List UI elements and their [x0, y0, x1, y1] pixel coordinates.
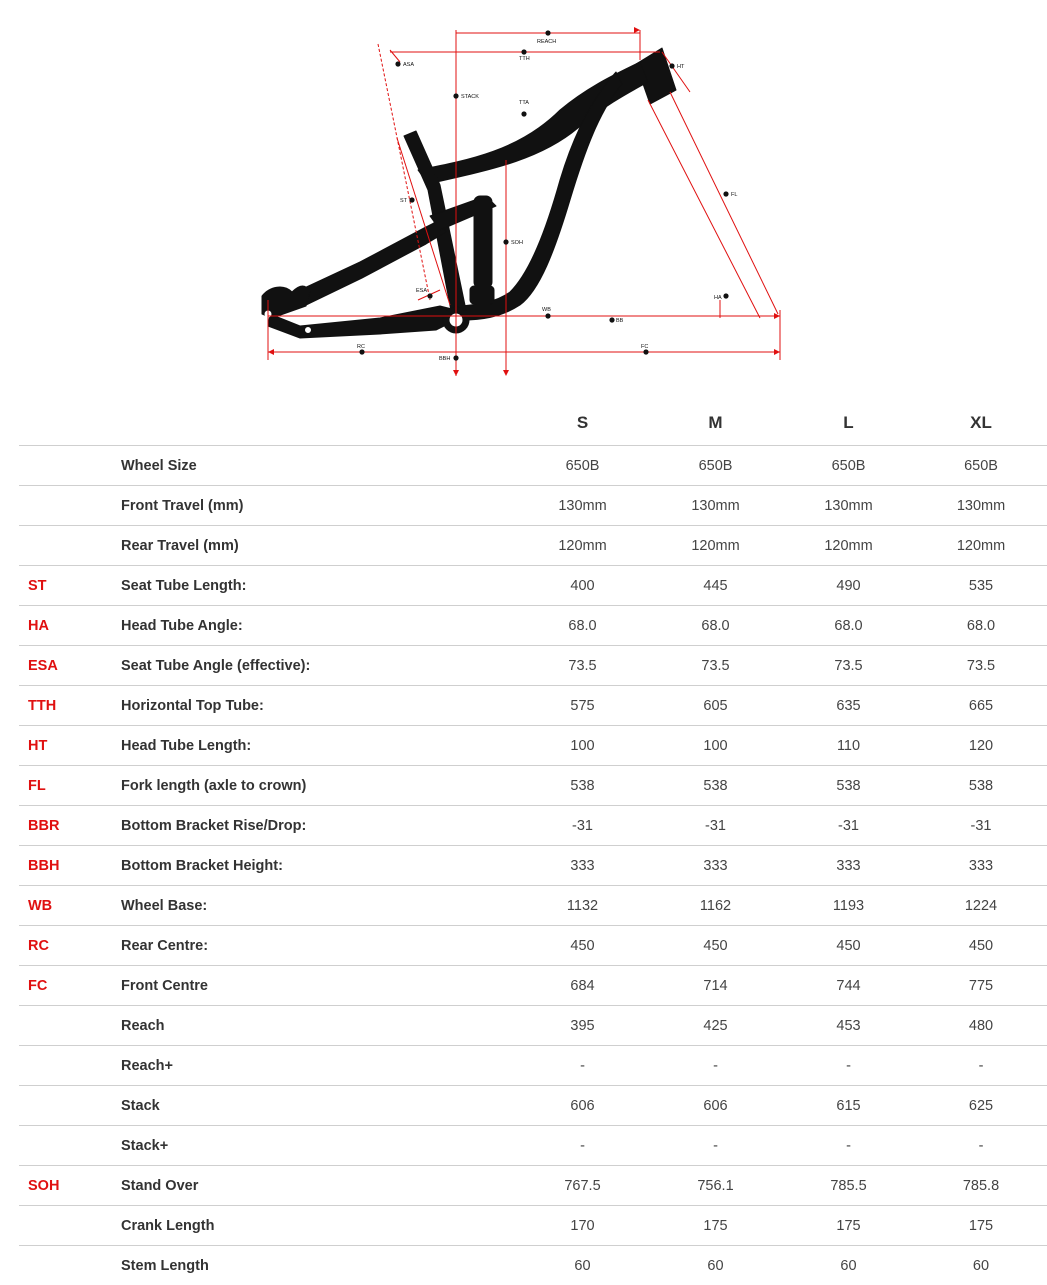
value-size-l: 68.0: [782, 606, 915, 646]
value-size-s: 1132: [516, 886, 649, 926]
value-size-s: 120mm: [516, 526, 649, 566]
label-ha: HA: [714, 295, 722, 301]
value-size-l: 650B: [782, 446, 915, 486]
table-row: [19, 486, 1047, 526]
value-size-s: 100: [516, 726, 649, 766]
value-size-l: 110: [782, 726, 915, 766]
label-asa: ASA: [403, 62, 414, 68]
value-size-s: -: [516, 1046, 649, 1086]
value-size-m: 1162: [649, 886, 782, 926]
row-label: Stand Over: [118, 1166, 516, 1206]
value-size-m: 333: [649, 846, 782, 886]
table-row: [19, 566, 1047, 606]
value-size-l: -: [782, 1046, 915, 1086]
value-size-l: 120mm: [782, 526, 915, 566]
label-fc: FC: [641, 344, 648, 350]
value-size-xl: 1224: [915, 886, 1047, 926]
header-size-xl: XL: [915, 400, 1047, 446]
value-size-l: -31: [782, 806, 915, 846]
value-size-xl: 480: [915, 1006, 1047, 1046]
row-label: Rear Centre:: [118, 926, 516, 966]
value-size-s: 60: [516, 1246, 649, 1285]
value-size-s: 170: [516, 1206, 649, 1246]
row-code: [19, 526, 118, 566]
value-size-l: 615: [782, 1086, 915, 1126]
header-size-l: L: [782, 400, 915, 446]
table-row: [19, 1086, 1047, 1126]
value-size-l: 744: [782, 966, 915, 1006]
value-size-s: -: [516, 1126, 649, 1166]
value-size-s: 606: [516, 1086, 649, 1126]
table-row: [19, 846, 1047, 886]
value-size-m: 538: [649, 766, 782, 806]
value-size-m: 73.5: [649, 646, 782, 686]
value-size-l: 453: [782, 1006, 915, 1046]
value-size-xl: 775: [915, 966, 1047, 1006]
row-code: BBR: [19, 806, 118, 846]
value-size-l: 73.5: [782, 646, 915, 686]
value-size-s: 767.5: [516, 1166, 649, 1206]
value-size-xl: 535: [915, 566, 1047, 606]
row-code: [19, 1206, 118, 1246]
value-size-l: 130mm: [782, 486, 915, 526]
row-code: FC: [19, 966, 118, 1006]
value-size-xl: 625: [915, 1086, 1047, 1126]
header-size-s: S: [516, 400, 649, 446]
value-size-m: 605: [649, 686, 782, 726]
table-row: [19, 1206, 1047, 1246]
value-size-s: 130mm: [516, 486, 649, 526]
row-code: ST: [19, 566, 118, 606]
row-label: Stem Length: [118, 1246, 516, 1285]
row-code: HA: [19, 606, 118, 646]
value-size-xl: 68.0: [915, 606, 1047, 646]
row-label: Reach+: [118, 1046, 516, 1086]
value-size-s: 650B: [516, 446, 649, 486]
table-row: [19, 1046, 1047, 1086]
row-label: Stack+: [118, 1126, 516, 1166]
label-tth: TTH: [519, 56, 530, 62]
table-row: [19, 1126, 1047, 1166]
row-label: Stack: [118, 1086, 516, 1126]
row-label: Crank Length: [118, 1206, 516, 1246]
table-row: [19, 646, 1047, 686]
value-size-s: 538: [516, 766, 649, 806]
row-label: Seat Tube Length:: [118, 566, 516, 606]
header-label: [118, 400, 516, 446]
value-size-l: 60: [782, 1246, 915, 1285]
value-size-m: 68.0: [649, 606, 782, 646]
label-bbh: BBH: [439, 356, 450, 362]
label-rc: RC: [357, 344, 365, 350]
table-row: [19, 766, 1047, 806]
row-label: Seat Tube Angle (effective):: [118, 646, 516, 686]
value-size-xl: 785.8: [915, 1166, 1047, 1206]
table-row: [19, 1006, 1047, 1046]
row-code: TTH: [19, 686, 118, 726]
table-row: [19, 966, 1047, 1006]
value-size-xl: 450: [915, 926, 1047, 966]
header-code: [19, 400, 118, 446]
value-size-xl: 60: [915, 1246, 1047, 1285]
row-code: [19, 1126, 118, 1166]
value-size-m: 714: [649, 966, 782, 1006]
value-size-m: 756.1: [649, 1166, 782, 1206]
row-label: Rear Travel (mm): [118, 526, 516, 566]
value-size-m: 60: [649, 1246, 782, 1285]
value-size-l: 450: [782, 926, 915, 966]
value-size-m: 425: [649, 1006, 782, 1046]
row-code: ESA: [19, 646, 118, 686]
value-size-s: 450: [516, 926, 649, 966]
label-st: ST: [400, 198, 408, 204]
value-size-xl: 120: [915, 726, 1047, 766]
label-wb: WB: [542, 307, 551, 313]
row-code: HT: [19, 726, 118, 766]
row-code: [19, 1046, 118, 1086]
value-size-s: 68.0: [516, 606, 649, 646]
value-size-xl: 175: [915, 1206, 1047, 1246]
value-size-m: 120mm: [649, 526, 782, 566]
value-size-xl: 665: [915, 686, 1047, 726]
table-header-row: [19, 400, 1047, 446]
value-size-xl: 650B: [915, 446, 1047, 486]
label-esa: ESA: [416, 288, 427, 294]
label-fl: FL: [731, 192, 737, 198]
label-ht: HT: [677, 64, 685, 70]
value-size-m: -: [649, 1046, 782, 1086]
row-code: FL: [19, 766, 118, 806]
value-size-l: -: [782, 1126, 915, 1166]
row-label: Head Tube Angle:: [118, 606, 516, 646]
value-size-m: 445: [649, 566, 782, 606]
row-label: Reach: [118, 1006, 516, 1046]
table-row: [19, 886, 1047, 926]
value-size-l: 635: [782, 686, 915, 726]
value-size-m: 650B: [649, 446, 782, 486]
row-code: BBH: [19, 846, 118, 886]
label-bb: BB: [616, 318, 624, 324]
row-code: RC: [19, 926, 118, 966]
value-size-m: 175: [649, 1206, 782, 1246]
label-tta: TTA: [519, 100, 529, 106]
geometry-table-body: [19, 446, 1047, 1285]
value-size-m: 130mm: [649, 486, 782, 526]
value-size-s: 575: [516, 686, 649, 726]
row-code: [19, 446, 118, 486]
value-size-s: -31: [516, 806, 649, 846]
frame-geometry-diagram: [0, 0, 995, 390]
row-label: Head Tube Length:: [118, 726, 516, 766]
value-size-l: 538: [782, 766, 915, 806]
value-size-l: 175: [782, 1206, 915, 1246]
row-code: SOH: [19, 1166, 118, 1206]
row-label: Wheel Size: [118, 446, 516, 486]
label-reach: REACH: [537, 39, 556, 45]
value-size-xl: 130mm: [915, 486, 1047, 526]
value-size-l: 333: [782, 846, 915, 886]
value-size-s: 400: [516, 566, 649, 606]
bike-frame: [262, 48, 676, 338]
value-size-xl: 73.5: [915, 646, 1047, 686]
header-size-m: M: [649, 400, 782, 446]
value-size-xl: 120mm: [915, 526, 1047, 566]
value-size-m: -: [649, 1126, 782, 1166]
row-code: [19, 1246, 118, 1285]
table-row: [19, 606, 1047, 646]
value-size-l: 490: [782, 566, 915, 606]
value-size-m: 450: [649, 926, 782, 966]
table-row: [19, 1166, 1047, 1206]
label-soh: SOH: [511, 240, 523, 246]
row-label: Horizontal Top Tube:: [118, 686, 516, 726]
row-label: Front Centre: [118, 966, 516, 1006]
table-row: [19, 686, 1047, 726]
value-size-xl: -: [915, 1126, 1047, 1166]
row-code: [19, 1006, 118, 1046]
value-size-s: 684: [516, 966, 649, 1006]
value-size-xl: 333: [915, 846, 1047, 886]
label-stack: STACK: [461, 94, 479, 100]
row-code: WB: [19, 886, 118, 926]
table-row: [19, 446, 1047, 486]
table-row: [19, 806, 1047, 846]
row-label: Front Travel (mm): [118, 486, 516, 526]
row-code: [19, 1086, 118, 1126]
value-size-m: 100: [649, 726, 782, 766]
value-size-l: 1193: [782, 886, 915, 926]
row-label: Wheel Base:: [118, 886, 516, 926]
value-size-xl: -31: [915, 806, 1047, 846]
value-size-l: 785.5: [782, 1166, 915, 1206]
row-label: Bottom Bracket Height:: [118, 846, 516, 886]
row-label: Fork length (axle to crown): [118, 766, 516, 806]
value-size-xl: -: [915, 1046, 1047, 1086]
table-row: [19, 526, 1047, 566]
table-row: [19, 1246, 1047, 1285]
value-size-s: 73.5: [516, 646, 649, 686]
value-size-m: -31: [649, 806, 782, 846]
value-size-s: 333: [516, 846, 649, 886]
table-row: [19, 926, 1047, 966]
row-label: Bottom Bracket Rise/Drop:: [118, 806, 516, 846]
value-size-s: 395: [516, 1006, 649, 1046]
value-size-m: 606: [649, 1086, 782, 1126]
geometry-table: [19, 400, 1047, 1285]
table-row: [19, 726, 1047, 766]
value-size-xl: 538: [915, 766, 1047, 806]
row-code: [19, 486, 118, 526]
